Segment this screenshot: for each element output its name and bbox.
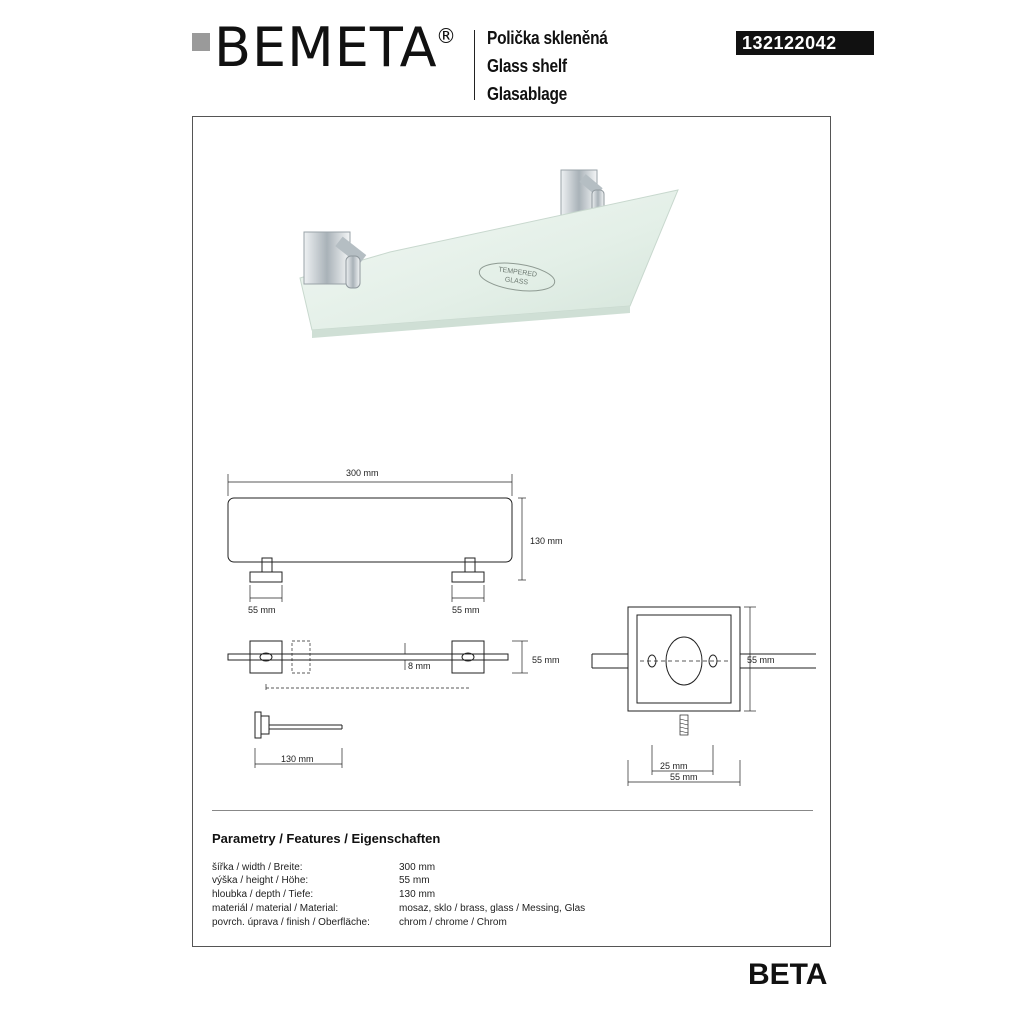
- feature-label-depth: hloubka / depth / Tiefe:: [212, 889, 314, 900]
- title-cz: Polička skleněná: [487, 28, 608, 48]
- registered-mark: ®: [436, 24, 456, 48]
- features-title: Parametry / Features / Eigenschaften: [212, 831, 441, 846]
- feature-label-material: materiál / material / Material:: [212, 903, 339, 914]
- feature-label-height: výška / height / Höhe:: [212, 875, 309, 886]
- series-name: BETA: [748, 958, 828, 991]
- feature-value-height: 55 mm: [399, 875, 430, 886]
- stamp-line-2: GLASS: [504, 276, 529, 287]
- front-view: [228, 641, 528, 690]
- feature-value-width: 300 mm: [399, 862, 436, 873]
- feature-value-material: mosaz, sklo / brass, glass / Messing, Glas: [399, 903, 586, 914]
- dim-bracket-right-label: 55 mm: [452, 605, 480, 615]
- dim-bracket-left-label: 55 mm: [248, 605, 276, 615]
- dim-detail-height-label: 55 mm: [747, 655, 775, 665]
- feature-label-finish: povrch. úprava / finish / Oberfläche:: [212, 917, 370, 928]
- dim-hole-spacing-label: 25 mm: [660, 761, 688, 771]
- dim-side-depth-label: 130 mm: [281, 754, 314, 764]
- product-code-badge: 132122042: [736, 31, 874, 55]
- top-view: [228, 474, 526, 602]
- section-divider: [212, 810, 813, 811]
- feature-value-finish: chrom / chrome / Chrom: [399, 917, 507, 928]
- dim-front-height-label: 55 mm: [532, 655, 560, 665]
- brand-logo: BEMETA: [214, 16, 438, 79]
- feature-label-width: šířka / width / Breite:: [212, 862, 303, 873]
- dim-glass-thickness-label: 8 mm: [408, 661, 431, 671]
- title-en: Glass shelf: [487, 56, 567, 76]
- stamp-line-1: TEMPERED: [497, 266, 538, 279]
- dim-depth-label: 130 mm: [530, 536, 563, 546]
- title-de: Glasablage: [487, 84, 568, 104]
- feature-value-depth: 130 mm: [399, 889, 436, 900]
- detail-view: [592, 607, 816, 786]
- dim-width-label: 300 mm: [346, 468, 379, 478]
- dim-detail-width-label: 55 mm: [670, 772, 698, 782]
